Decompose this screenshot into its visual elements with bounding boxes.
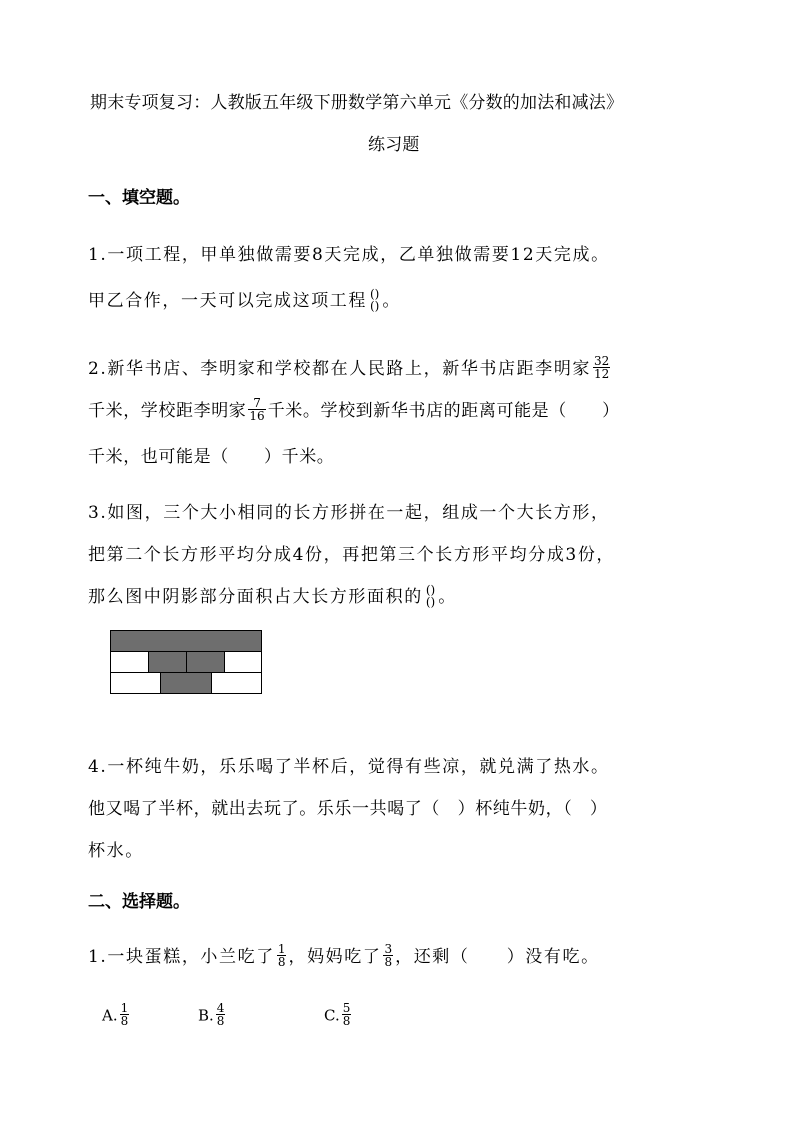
fraction-numerator: 7 [248, 397, 265, 410]
blank-numerator: () [425, 582, 436, 597]
question-1-line-2 [88, 286, 401, 314]
fraction-denominator: 16 [249, 409, 265, 423]
figure-row-3-part-1 [110, 672, 161, 694]
option-a[interactable] [102, 1001, 131, 1029]
question-4-line-1: 4.一杯纯牛奶，乐乐喝了半杯后，觉得有些凉，就兑满了热水。 [88, 757, 610, 777]
question-2-line-1 [88, 354, 612, 382]
question-3-line-1: 3.如图，三个大小相同的长方形拼在一起，组成一个大长方形， [88, 503, 610, 523]
question-2-line-2 [88, 396, 620, 424]
question-3-end: 。 [438, 587, 457, 607]
fraction-numerator: 4 [216, 1001, 225, 1015]
figure-row-2-part-2-shaded [148, 651, 187, 673]
question-2-text: 2.新华书店、李明家和学校都在人民路上，新华书店距李明家 [88, 359, 592, 379]
option-label: C. [324, 1006, 340, 1025]
fraction-numerator: 1 [277, 942, 286, 956]
question-2-line-3: 千米，也可能是（ ）千米。 [88, 447, 335, 467]
page-subtitle: 练习题 [368, 135, 420, 155]
option-fraction [342, 1002, 352, 1027]
fraction-denominator: 8 [277, 955, 286, 969]
figure-row-2-part-1 [110, 651, 149, 673]
blank-numerator: () [370, 286, 380, 301]
fraction-denominator: 8 [120, 1014, 129, 1028]
option-fraction [120, 1002, 130, 1027]
blank-denominator: () [425, 594, 436, 609]
rectangle-figure [110, 630, 262, 694]
figure-row-3-part-3 [211, 672, 262, 694]
figure-row-2-part-3-shaded [186, 651, 225, 673]
question-1-text: 甲乙合作，一天可以完成这项工程 [88, 291, 367, 311]
fraction-numerator: 32 [594, 354, 610, 368]
option-label: B. [198, 1006, 214, 1025]
fraction-3-8 [383, 943, 393, 968]
mc-question-1-text-c: ，还剩（ ）没有吃。 [395, 947, 600, 967]
fraction-denominator: 8 [384, 955, 393, 969]
option-label: A. [102, 1006, 118, 1025]
section-heading-multiple-choice: 二、选择题。 [88, 892, 190, 912]
page-title: 期末专项复习：人教版五年级下册数学第六单元《分数的加法和减法》 [90, 93, 624, 113]
figure-row-2-part-4 [224, 651, 262, 673]
option-b[interactable] [198, 1001, 227, 1029]
question-3-line-2: 把第二个长方形平均分成4份，再把第三个长方形平均分成3份， [88, 545, 616, 565]
fraction-denominator: 8 [216, 1014, 225, 1028]
fraction-1-8 [277, 943, 287, 968]
question-1-end: 。 [382, 291, 401, 311]
mc-question-1-text-b: ，妈妈吃了 [288, 947, 382, 967]
blank-denominator: () [370, 298, 380, 313]
mc-question-1 [88, 942, 600, 970]
option-fraction [216, 1002, 226, 1027]
fraction-numerator: 3 [384, 942, 393, 956]
answer-blank-fraction [425, 584, 436, 608]
fraction-7-16 [248, 397, 265, 422]
question-3-line-3 [88, 582, 457, 610]
section-heading-fill-blank: 一、填空题。 [88, 188, 190, 208]
fraction-denominator: 8 [342, 1014, 351, 1028]
answer-blank-fraction [369, 288, 380, 312]
figure-row-1-shaded [110, 630, 262, 652]
fraction-denominator: 12 [594, 367, 610, 381]
question-4-line-2: 他又喝了半杯，就出去玩了。乐乐一共喝了（ ）杯纯牛奶，（ ） [88, 799, 608, 819]
figure-row-3-part-2-shaded [160, 672, 212, 694]
question-1-line-1: 1.一项工程，甲单独做需要8天完成，乙单独做需要12天完成。 [88, 245, 610, 265]
fraction-numerator: 1 [120, 1001, 129, 1015]
fraction-32-12 [593, 355, 610, 380]
question-3-text: 那么图中阴影部分面积占大长方形面积的 [88, 587, 423, 607]
question-2-text-b: 千米。学校到新华书店的距离可能是（ ） [267, 401, 620, 421]
question-4-line-3: 杯水。 [88, 841, 144, 861]
mc-question-1-text-a: 1.一块蛋糕，小兰吃了 [88, 947, 275, 967]
question-2-text-a: 千米，学校距李明家 [88, 401, 247, 421]
fraction-numerator: 5 [342, 1001, 351, 1015]
option-c[interactable] [324, 1001, 353, 1029]
